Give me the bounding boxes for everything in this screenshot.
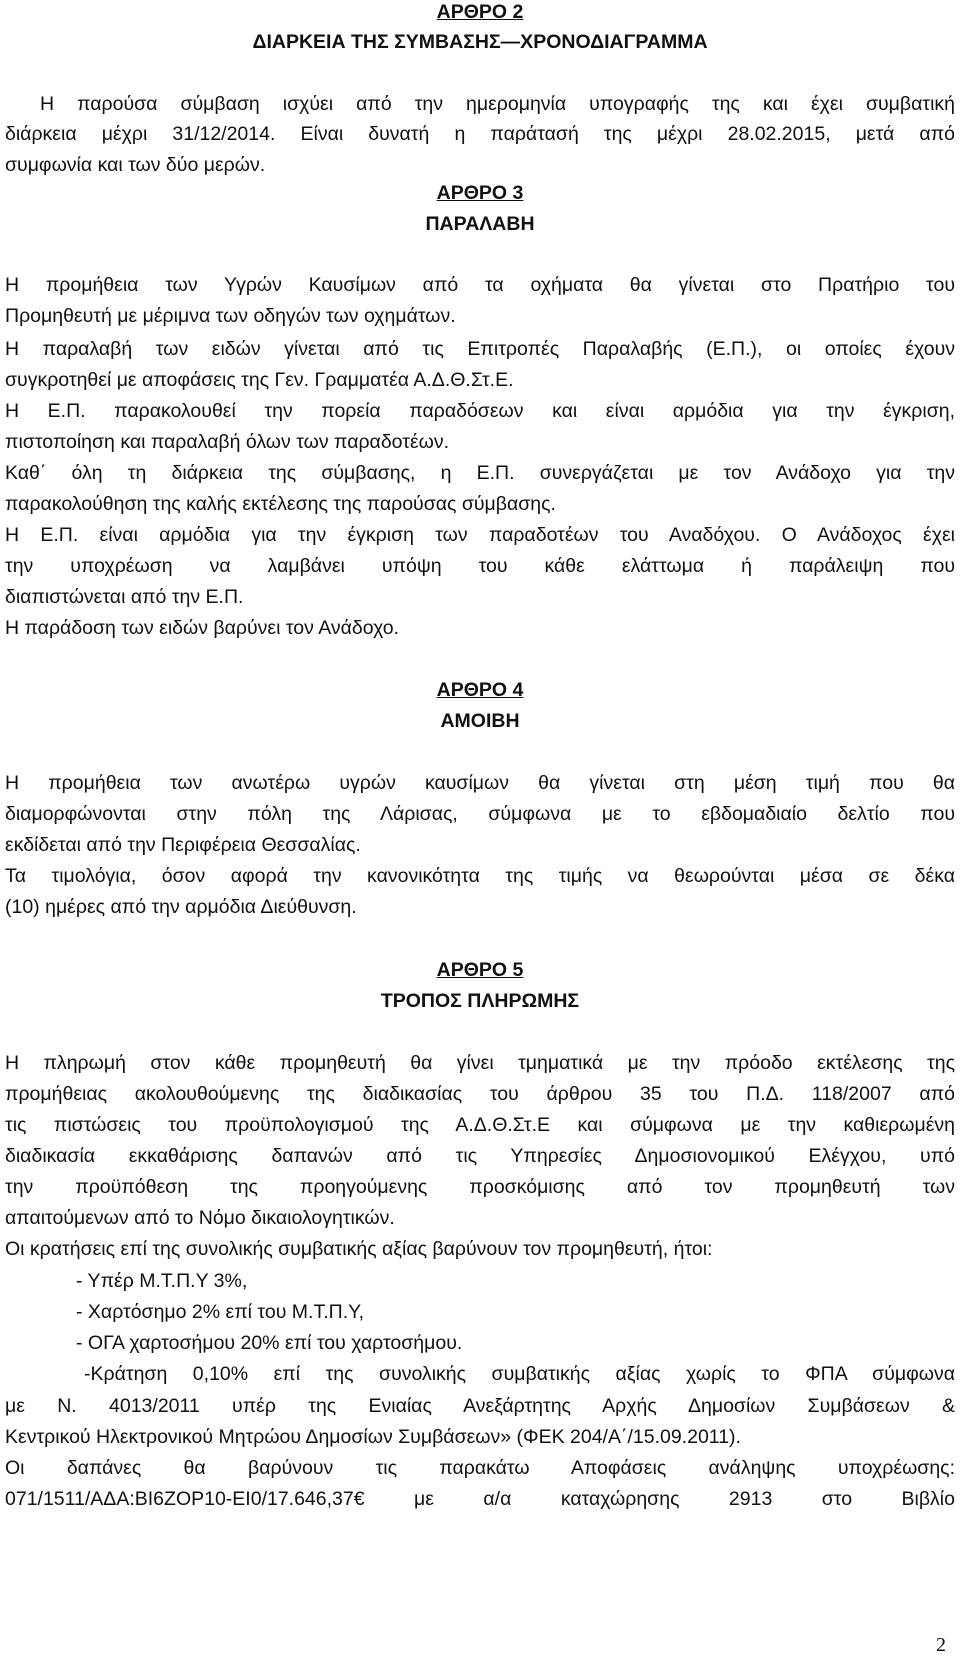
article-5-line-7: Οι κρατήσεις επί της συνολικής συμβατικής αξίας βαρύνουν τον προμηθευτή, ήτοι: xyxy=(5,1238,713,1260)
article-5-line-5: την προϋπόθεση της προηγούμενης προσκόμισης από τον προμηθευτή των xyxy=(5,1176,955,1198)
article-3-line-12: Η παράδοση των ειδών βαρύνει τον Ανάδοχο. xyxy=(5,617,400,639)
article-2-number: ΑΡΘΡΟ 2 xyxy=(436,1,524,23)
article-4-line-3: εκδίδεται από την Περιφέρεια Θεσσαλίας. xyxy=(5,834,361,856)
article-4-line-4: Τα τιμολόγια, όσον αφορά την κανονικότητα της τιμής να θεωρούνται μέσα σε δέκα xyxy=(5,865,955,887)
article-5-line-11: 071/1511/ΑΔΑ:ΒΙ6ΖΟΡ10-ΕΙ0/17.646,37€ με α/α καταχώρησης 2913 στο Βιβλίο xyxy=(5,1488,955,1510)
article-5-line-3: τις πιστώσεις του προϋπολογισμού της Α.Δ.Θ.Στ.Ε και σύμφωνα με την καθιερωμένη xyxy=(5,1114,955,1136)
article-3-line-11: διαπιστώνεται από την Ε.Π. xyxy=(5,586,244,608)
article-4-number: ΑΡΘΡΟ 4 xyxy=(436,679,524,701)
article-5-line-6: απαιτούμενων από το Νόμο δικαιολογητικών. xyxy=(5,1207,395,1229)
article-3-number: ΑΡΘΡΟ 3 xyxy=(436,182,524,204)
article-5-line-10: Οι δαπάνες θα βαρύνουν τις παρακάτω Αποφάσεις ανάληψης υποχρέωσης: xyxy=(5,1457,955,1479)
article-2-line-3: συμφωνία και των δύο μερών. xyxy=(5,154,266,176)
article-4-line-5: (10) ημέρες από την αρμόδια Διεύθυνση. xyxy=(5,896,357,918)
article-5-line-4: διαδικασία εκκαθάρισης δαπανών από τις Υπηρεσίες Δημοσιονομικού Ελέγχου, υπό xyxy=(5,1145,955,1167)
article-2-title: ΔΙΑΡΚΕΙΑ ΤΗΣ ΣΥΜΒΑΣΗΣ—ΧΡΟΝΟΔΙΑΓΡΑΜΜΑ xyxy=(252,31,708,53)
deduction-item-1: - Υπέρ Μ.Τ.Π.Υ 3%, xyxy=(76,1270,248,1292)
article-5-line-1: Η πληρωμή στον κάθε προμηθευτή θα γίνει τμηματικά με την πρόοδο εκτέλεσης της xyxy=(5,1052,955,1074)
article-3-line-10: την υποχρέωση να λαμβάνει υπόψη του κάθε ελάττωμα ή παράλειψη που xyxy=(5,555,955,577)
article-3-line-8: παρακολούθηση της καλής εκτέλεσης της παρούσας σύμβασης. xyxy=(5,493,556,515)
article-2-line-1: Η παρούσα σύμβαση ισχύει από την ημερομηνία υπογραφής της και έχει συμβατική xyxy=(40,93,955,115)
article-5-line-8: με Ν. 4013/2011 υπέρ της Ενιαίας Ανεξάρτητης Αρχής Δημοσίων Συμβάσεων & xyxy=(5,1395,955,1417)
article-3-line-3: Η παραλαβή των ειδών γίνεται από τις Επιτροπές Παραλαβής (Ε.Π.), οι οποίες έχουν xyxy=(5,338,955,360)
article-5-line-9: Κεντρικού Ηλεκτρονικού Μητρώου Δημοσίων Συμβάσεων» (ΦΕΚ 204/Α΄/15.09.2011). xyxy=(5,1426,741,1448)
article-3-line-6: πιστοποίηση και παραλαβή όλων των παραδοτέων. xyxy=(5,431,450,453)
article-3-line-7: Καθ΄ όλη τη διάρκεια της σύμβασης, η Ε.Π. συνεργάζεται με τον Ανάδοχο για την xyxy=(5,462,955,484)
article-3-line-5: Η Ε.Π. παρακολουθεί την πορεία παραδόσεων και είναι αρμόδια για την έγκριση, xyxy=(5,400,955,422)
article-4-line-2: διαμορφώνονται στην πόλη της Λάρισας, σύμφωνα με το εβδομαδιαίο δελτίο που xyxy=(5,803,955,825)
article-3-line-4: συγκροτηθεί με αποφάσεις της Γεν. Γραμματέα Α.Δ.Θ.Στ.Ε. xyxy=(5,369,514,391)
article-5-number: ΑΡΘΡΟ 5 xyxy=(436,959,524,981)
article-5-title: ΤΡΟΠΟΣ ΠΛΗΡΩΜΗΣ xyxy=(380,990,580,1012)
article-3-line-2: Προμηθευτή με μέριμνα των οδηγών των οχημάτων. xyxy=(5,305,456,327)
deduction-item-3: - ΟΓΑ χαρτοσήμου 20% επί του χαρτοσήμου. xyxy=(76,1332,463,1354)
article-4-title: ΑΜΟΙΒΗ xyxy=(440,710,520,732)
article-3-line-9: Η Ε.Π. είναι αρμόδια για την έγκριση των παραδοτέων του Αναδόχου. Ο Ανάδοχος έχει xyxy=(5,524,955,546)
article-5-line-2: προμήθειας ακολουθούμενης της διαδικασίας του άρθρου 35 του Π.Δ. 118/2007 από xyxy=(5,1083,955,1105)
article-2-line-2: διάρκεια μέχρι 31/12/2014. Είναι δυνατή η παράτασή της μέχρι 28.02.2015, μετά από xyxy=(5,123,955,145)
article-3-title: ΠΑΡΑΛΑΒΗ xyxy=(425,213,535,235)
article-3-line-1: Η προμήθεια των Υγρών Καυσίμων από τα οχήματα θα γίνεται στο Πρατήριο του xyxy=(5,274,955,296)
deduction-item-2: - Χαρτόσημο 2% επί του Μ.Τ.Π.Υ, xyxy=(76,1301,365,1323)
deduction-item-4: -Κράτηση 0,10% επί της συνολικής συμβατικής αξίας χωρίς το ΦΠΑ σύμφωνα xyxy=(84,1363,955,1385)
page-number: 2 xyxy=(936,1634,946,1656)
article-4-line-1: Η προμήθεια των ανωτέρω υγρών καυσίμων θα γίνεται στη μέση τιμή που θα xyxy=(5,772,955,794)
